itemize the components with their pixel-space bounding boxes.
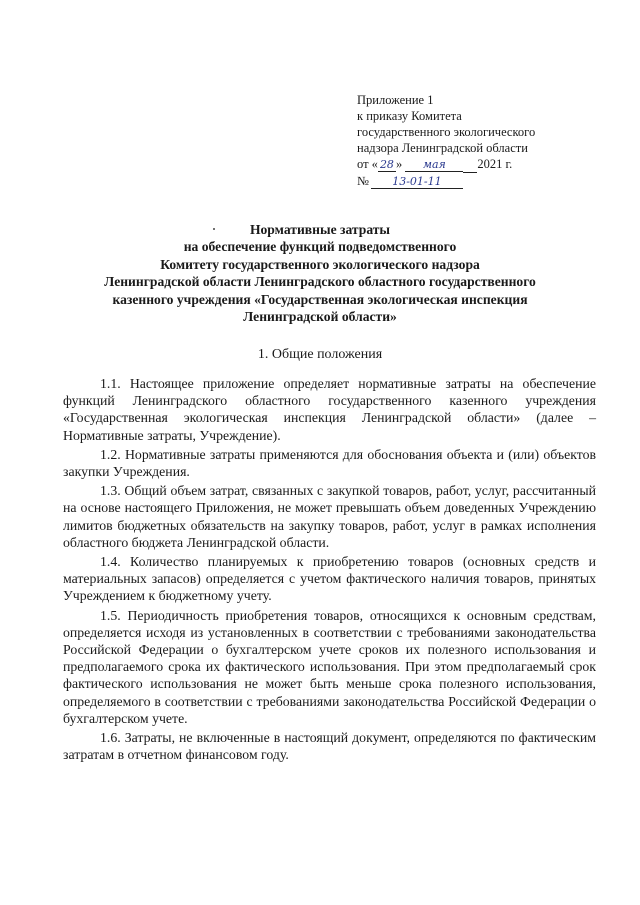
section-heading: 1. Общие положения xyxy=(257,347,383,362)
paragraph-1-5: 1.5. Периодичность приобретения товаров, относящихся к основным средствам, определяется исходя из установленных в соответствии с требованиями законодательства Российской Федерации о бухгалтерском учете сроков их полезного использования и предполагаемого срока их фактического использования. При этом предполагаемый срок фактического использования не может быть меньше срока полезного использования, определяемого в соответствии с требованиями законодательства Российской Федерации о бухгалтерском учете. xyxy=(63,607,596,726)
paragraph-1-2: 1.2. Нормативные затраты применяются для обоснования объекта и (или) объектов закупки Учреждения. xyxy=(63,446,596,480)
title-line-2: на обеспечение функций подведомственного xyxy=(183,239,457,255)
title-line-4: Ленинградской области Ленинградского областного государственного xyxy=(104,274,536,290)
annex-line-3: государственного экологического xyxy=(357,125,536,139)
number-handwritten: 13-01-11 xyxy=(371,176,463,189)
number-prefix: № xyxy=(357,174,369,188)
title-line-1: Нормативные затраты xyxy=(249,222,391,237)
title-line-5: казенного учреждения «Государственная экологическая инспекция xyxy=(112,291,528,307)
annex-line-1: Приложение 1 xyxy=(357,93,434,107)
date-year: 2021 г. xyxy=(477,157,513,171)
document-body xyxy=(63,375,596,763)
title-line-6: Ленинградской области» xyxy=(243,309,397,325)
annex-line-2: к приказу Комитета xyxy=(357,109,462,123)
paragraph-1-4: 1.4. Количество планируемых к приобретению товаров (основных средств и материальных запасов) определяется с учетом фактического наличия товаров, принятых Учреждением к бюджетному учету. xyxy=(63,554,596,604)
paragraph-1-3: 1.3. Общий объем затрат, связанных с закупкой товаров, работ, услуг, рассчитанный на основе настоящего Приложения, не может превышать объем доведенных Учреждению лимитов бюджетных обязательств на закупку товаров, работ, услуг в рамках исполнения областного бюджета Ленинградской области. xyxy=(63,483,596,550)
date-month-handwritten: мая xyxy=(405,159,463,172)
document-title xyxy=(60,221,580,325)
title-line-3: Комитету государственного экологического надзора xyxy=(160,256,480,272)
date-blank-line xyxy=(463,156,477,173)
date-prefix: от « xyxy=(357,157,378,171)
annex-line-4: надзора Ленинградской области xyxy=(357,141,528,155)
annex-block xyxy=(357,92,597,189)
date-day-handwritten: 28 xyxy=(379,158,394,171)
paragraph-1-1: 1.1. Настоящее приложение определяет нормативные затраты на обеспечение функций Ленинградского областного государственного казенного учреждения «Государственная экологическая инспекция Ленинградской области» (далее – Нормативные затраты, Учреждение). xyxy=(63,376,596,443)
date-mid: » xyxy=(395,157,403,171)
annex-number-line xyxy=(357,173,597,189)
paragraph-1-6: 1.6. Затраты, не включенные в настоящий документ, определяются по фактическим затратам в отчетном финансовом году. xyxy=(63,730,596,763)
annex-date-line xyxy=(357,156,597,173)
